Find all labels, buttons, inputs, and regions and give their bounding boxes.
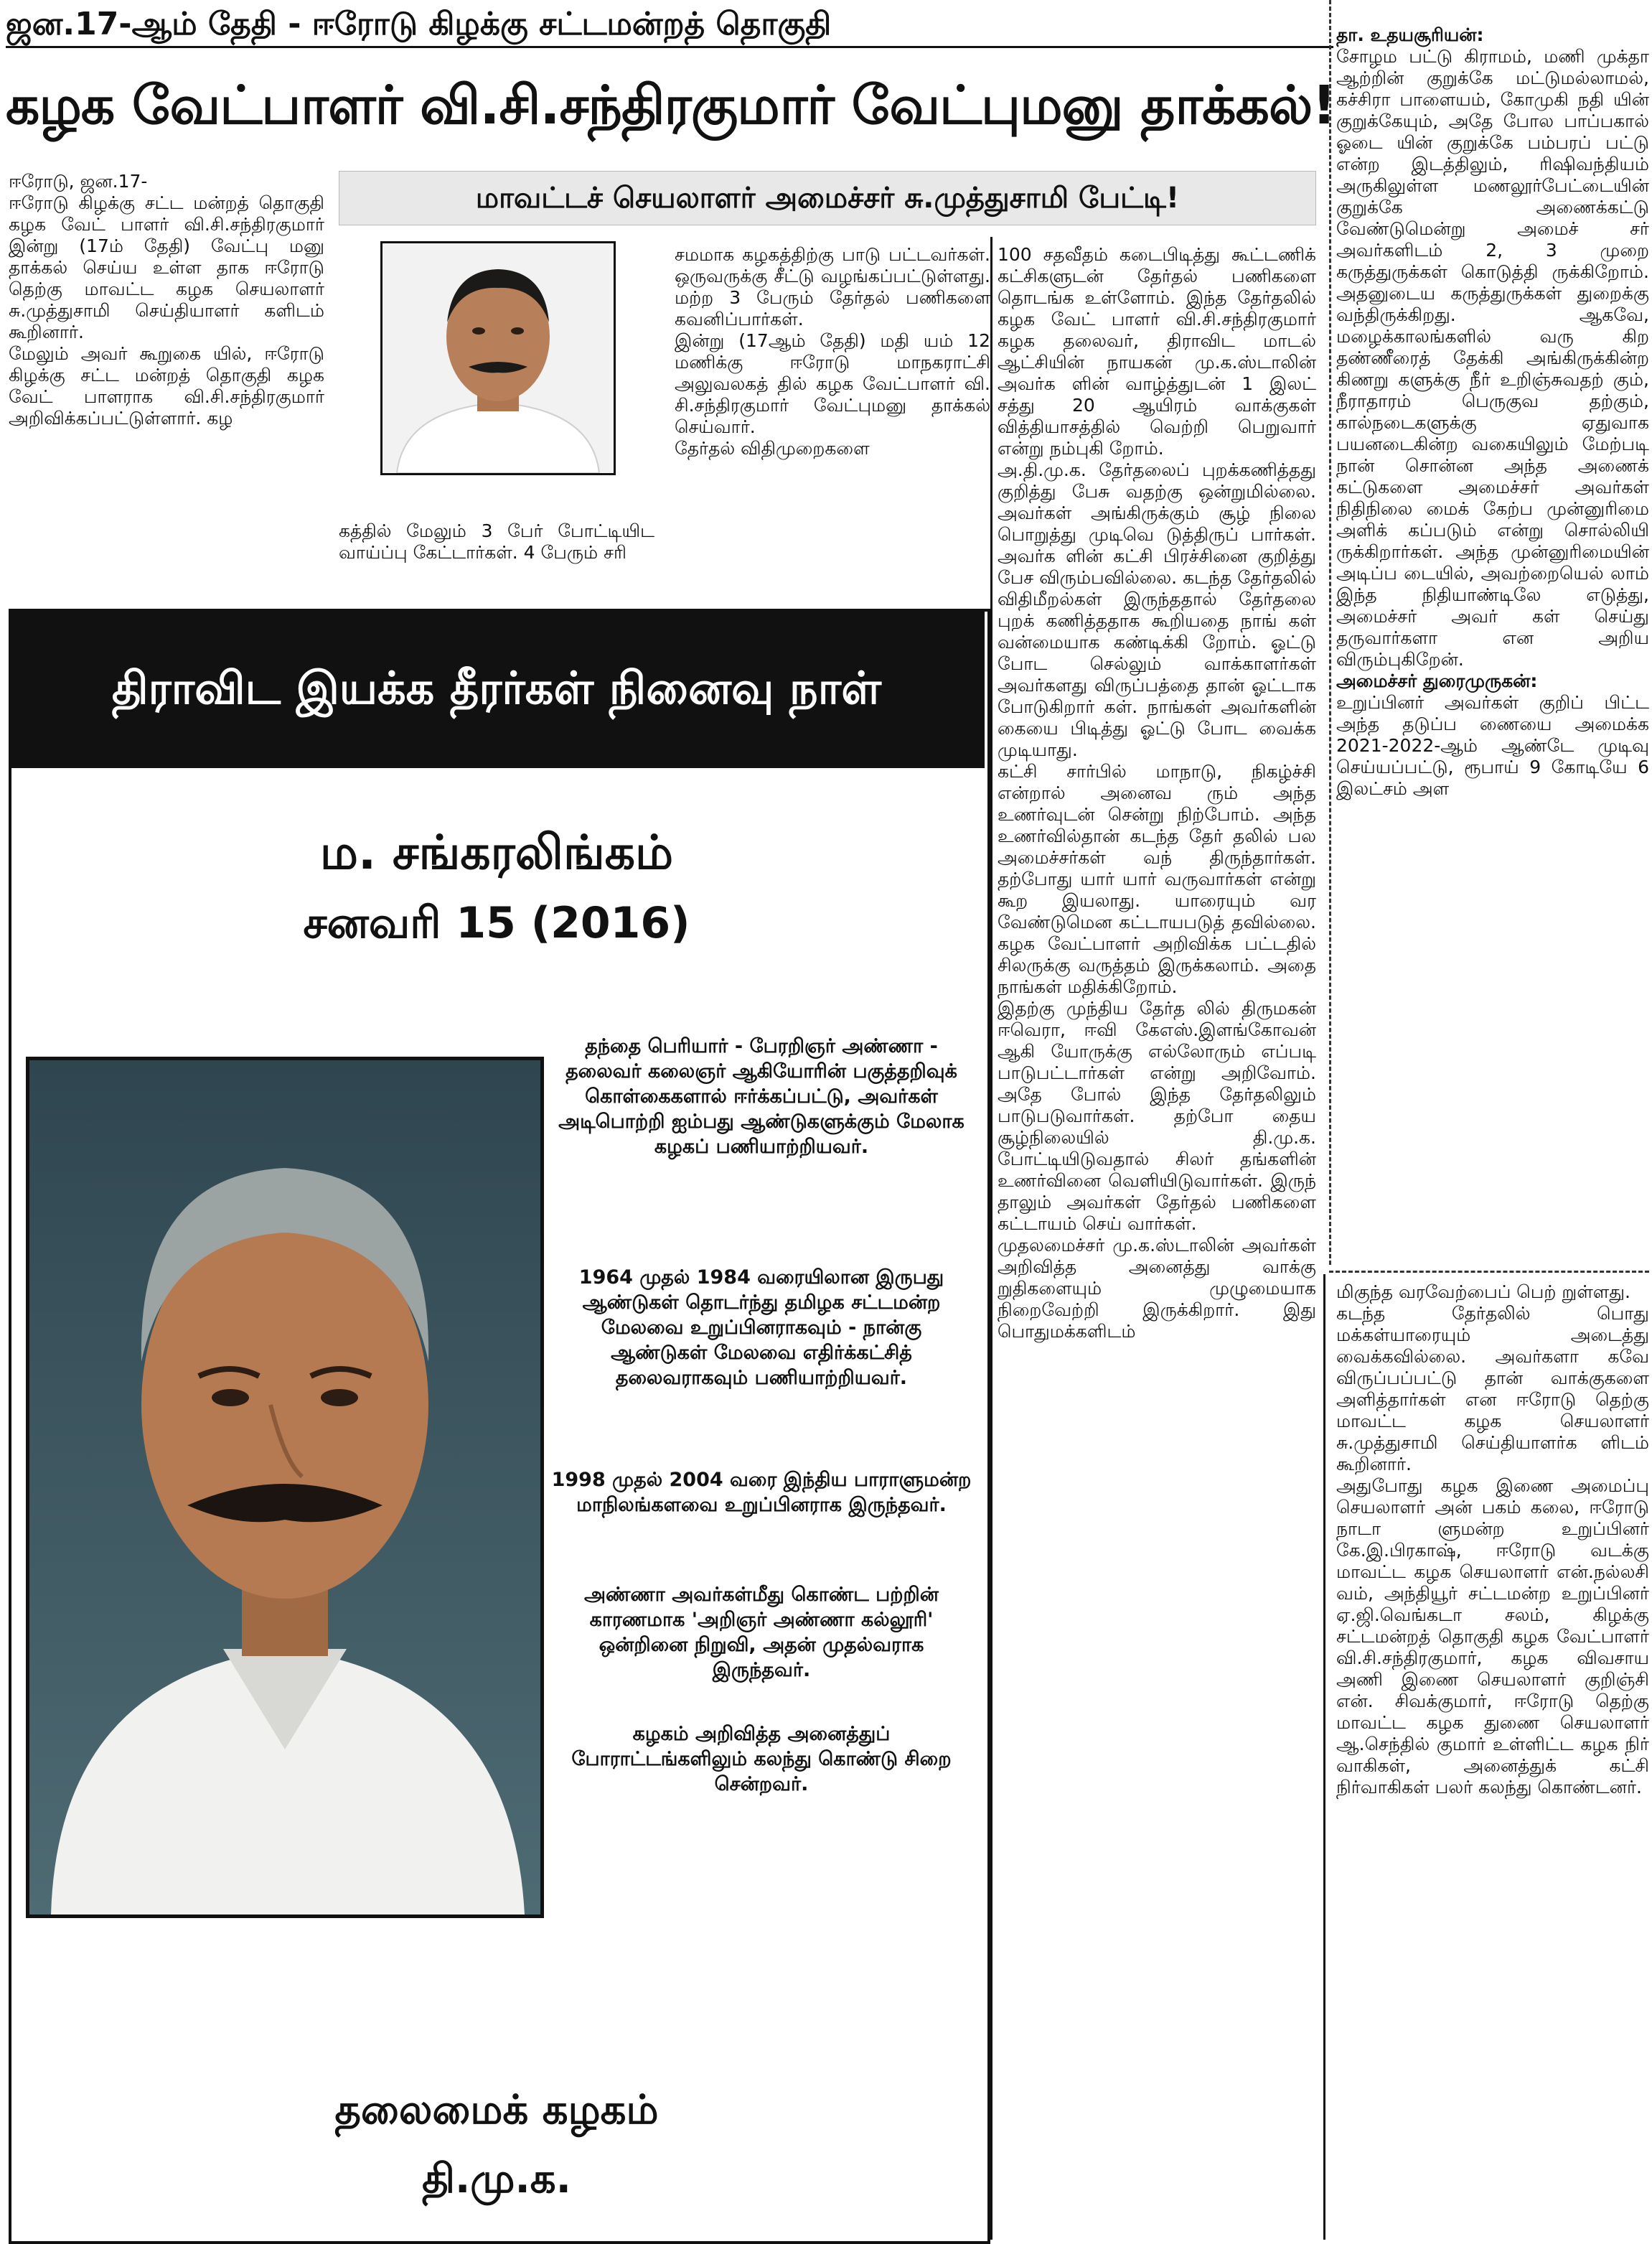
- speaker-label-2: அமைச்சர் துரைமுருகன்:: [1336, 670, 1538, 691]
- speaker-text-1: சோழம பட்டு கிராமம், மணி முக்தா ஆற்றின் குறுக்கே மட்டுமல்லாமல், கச்சிரா பாளையம், கோமுகி நதி யின் குறுக்கேயும், அதே போல பாப்பகால் ஓடை யின் குறுக்கே பம்பரப் பட்டு என்ற இடத்திலும், ரிஷிவந்தியம் அருகிலுள்ள மணலூர்பேட்டையின் குறுக்கே அணைக்கட்டு வேண்டுமென்று அமைச் சர் அவர்களிடம் 2, 3 முறை கருத்துருக்கள் கொடுத்தி ருக்கிறோம். அதனுடைய கருத்துருக்கள் துறைக்கு வந்திருக்கிறது. ஆகவே, மழைக்காலங்களில் வரு கிற தண்ணீரைத் தேக்கி அங்கிருக்கின்ற கிணறு களுக்கு நீர் உறிஞ்சுவதற் கும், நீராதாரம் பெருகுவ தற்கும், கால்நடைகளுக்கு ஏதுவாக பயனடைகின்ற வகையிலும் மேற்படி நான் சொன்ன அந்த அணைக் கட்டுகளை அமைச்சர் அவர்கள் நிதிநிலை மைக் கேற்ப முன்னுரிமை அளிக் கப்படும் என்று சொல்லியி ருக்கிறார்கள். அந்த முன்னுரிமையின் அடிப்ப டையில், அவற்றையெல் லாம் இந்த நிதியாண்டிலே எடுத்து, அமைச்சர் அவர் கள் செய்து தருவார்களா என அறிய விரும்புகிறேன்.: [1336, 46, 1649, 670]
- minister-photo: [380, 241, 616, 475]
- memorial-bio-5: கழகம் அறிவித்த அனைத்துப் போராட்டங்களிலும் கலந்து கொண்டு சிறை சென்றவர்.: [571, 1723, 952, 1795]
- memorial-name: ம. சங்கரலிங்கம்: [319, 825, 674, 880]
- memorial-bio-4: அண்ணா அவர்கள்மீது கொண்ட பற்றின் காரணமாக 'அறிஞர் அண்ணா கல்லூரி' ஒன்றினை நிறுவி, அதன் முதல்வராக இருந்தவர்.: [584, 1584, 939, 1681]
- article-column-4: 100 சதவீதம் கடைபிடித்து கூட்டணிக் கட்சிகளுடன் தேர்தல் பணிகளை தொடங்க உள்ளோம். இந்த தேர்தலில் கழக வேட் பாளர் வி.சி.சந்திரகுமார் கழக தலைவர், திராவிட மாடல் ஆட்சியின் நாயகன் மு.க.ஸ்டாலின் அவர்க ளின் வாழ்த்துடன் 1 இலட் சத்து 20 ஆயிரம் வாக்குகள் வித்தியாசத்தில் வெற்றி பெறுவார் என்று நம்புகி றோம். அ.தி.மு.க. தேர்தலைப் புறக்கணித்தது குறித்து பேசு வதற்கு ஒன்றுமில்லை. அவர்கள் அங்கிருக்கும் சூழ் நிலை பொறுத்து முடிவெ டுத்திருப் பார்கள். அவர்க ளின் கட்சி பிரச்சினை குறித்து பேச விரும்பவில்லை. கடந்த தேர்தலில் விதிமீறல்கள் இருந்ததால் தேர்தலை புறக் கணித்ததாக கூறியதை நாங் கள் வன்மையாக கண்டிக்கி றோம். ஓட்டு போட செல்லும் வாக்காளர்கள் அவர்களது விருப்பத்தை தான் ஓட்டாக போடுகிறார் கள். நாங்கள் அவர்களின் கையை பிடித்து ஓட்டு போட வைக்க முடியாது. கட்சி சார்பில் மாநாடு, நிகழ்ச்சி என்றால் அனைவ ரும் அந்த உணர்வுடன் சென்று நிற்போம். அந்த உணர்வில்தான் கடந்த தேர் தலில் பல அமைச்சர்கள் வந் திருந்தார்கள். தற்போது யார் யார் வருவார்கள் என்று கூற இயலாது. யாரையும் வர வேண்டுமென கட்டாயபடுத் தவில்லை. கழக வேட்பாளர் அறிவிக்க பட்டதில் சிலருக்கு வருத்தம் இருக்கலாம். அதை நாங்கள் மதிக்கிறோம். இதற்கு முந்திய தேர்த லில் திருமகன் ஈவெரா, ஈவி கேஎஸ்.இளங்கோவன் ஆகி யோருக்கு எல்லோரும் எப்படி பாடுபட்டார்கள் என்று அறிவோம். அதே போல் இந்த தேர்தலிலும் பாடுபடுவார்கள். தற்போ தைய சூழ்நிலையில் தி.மு.க. போட்டியிடுவதால் சிலர் தங்களின் உணர்வினை வெளியிடுவார்கள். இருந் தாலும் அவர்கள் தேர்தல் பணிகளை கட்டாயம் செய் வார்கள். முதலமைச்சர் மு.க.ஸ்டாலின் அவர்கள் அறிவித்த அனைத்து வாக்கு றுதிகளையும் முழுமையாக நிறைவேற்றி இருக்கிறார். இது பொதுமக்களிடம்: [998, 244, 1316, 1342]
- memorial-bio-2: 1964 முதல் 1984 வரையிலான இருபது ஆண்டுகள் தொடர்ந்து தமிழக சட்டமன்ற மேலவை உறுப்பினராகவும் - நான்கு ஆண்டுகள் மேலவை எதிர்க்கட்சித் தலைவராகவும் பணியாற்றியவர்.: [578, 1266, 944, 1389]
- subheadline: மாவட்டச் செயலாளர் அமைச்சர் சு.முத்துசாமி பேட்டி!: [339, 171, 1316, 225]
- article-column-5: மிகுந்த வரவேற்பைப் பெற் றுள்ளது. கடந்த தேர்தலில் பொது மக்கள்யாரையும் அடைத்து வைக்கவில்லை. அவர்களா கவே விருப்பப்பட்டு தான் வாக்குகளை அளித்தார்கள் என ஈரோடு தெற்கு மாவட்ட கழக செயலாளர் சு.முத்துசாமி செய்தியாளர்க ளிடம் கூறினார். அதுபோது கழக இணை அமைப்பு செயலாளர் அன் பகம் கலை, ஈரோடு நாடா ளுமன்ற உறுப்பினர் கே.இ.பிரகாஷ், ஈரோடு வடக்கு மாவட்ட கழக செயலாளர் என்.நல்லசி வம், அந்தியூர் சட்டமன்ற உறுப்பினர் ஏ.ஜி.வெங்கடா சலம், கிழக்கு சட்டமன்றத் தொகுதி கழக வேட்பாளர் வி.சி.சந்திரகுமார், கழக விவசாய அணி இணை செயலாளர் குறிஞ்சி என். சிவக்குமார், ஈரோடு தெற்கு மாவட்ட கழக துணை செயலாளர் ஆ.செந்தில் குமார் உள்ளிட்ட கழக நிர் வாகிகள், அனைத்துக் கட்சி நிர்வாகிகள் பலர் கலந்து கொண்டனர்.: [1336, 1281, 1649, 1797]
- memorial-date: சனவரி 15 (2016): [303, 898, 690, 948]
- speaker-label-1: தா. உதயசூரியன்:: [1336, 24, 1484, 45]
- memorial-bio-3: 1998 முதல் 2004 வரை இந்திய பாராளுமன்ற மாநிலங்களவை உறுப்பினராக இருந்தவர்.: [551, 1469, 972, 1516]
- sidebar-dashed-divider: [1329, 1271, 1649, 1273]
- headline: கழக வேட்பாளர் வி.சி.சந்திரகுமார் வேட்புமனு தாக்கல்!: [6, 75, 1336, 136]
- column-rule-right: [1323, 1274, 1325, 2240]
- memorial-footer-office: தலைமைக் கழகம்: [334, 2087, 659, 2133]
- sidebar-dashed-rule: [1329, 0, 1331, 1265]
- memorial-portrait: [26, 1057, 544, 1918]
- article-column-3: சமமாக கழகத்திற்கு பாடு பட்டவர்கள். ஒருவருக்கு சீட்டு வழங்கப்பட்டுள்ளது. மற்ற 3 பேரும் தேர்தல் பணிகளை கவனிப்பார்கள். இன்று (17ஆம் தேதி) மதி யம் 12 மணிக்கு ஈரோடு மாநகராட்சி அலுவலகத் தில் கழக வேட்பாளர் வி. சி.சந்திரகுமார் வேட்புமனு தாக்கல் செய்வார். தேர்தல் விதிமுறைகளை: [675, 244, 990, 459]
- memorial-banner: திராவிட இயக்க தீரர்கள் நினைவு நாள்: [9, 609, 985, 768]
- assembly-column: [1336, 3, 1649, 1266]
- speaker-text-2: உறுப்பினர் அவர்கள் குறிப் பிட்ட அந்த தடுப்ப ணையை அமைக்க 2021-2022-ஆம் ஆண்டே முடிவு செய்யப்பட்டு, ரூபாய் 9 கோடியே 6 இலட்சம் அள: [1336, 692, 1649, 799]
- memorial-bio-1: தந்தை பெரியார் - பேரறிஞர் அண்ணா - தலைவர் கலைஞர் ஆகியோரின் பகுத்தறிவுக் கொள்கைகளால் ஈர்க்கப்பட்டு, அவர்கள் அடிபொற்றி ஐம்பது ஆண்டுகளுக்கும் மேலாக கழகப் பணியாற்றியவர்.: [558, 1035, 965, 1158]
- memorial-footer-party: தி.மு.க.: [422, 2156, 571, 2202]
- kicker-line: ஜன.17-ஆம் தேதி - ஈரோடு கிழக்கு சட்டமன்றத் தொகுதி: [6, 4, 1333, 48]
- column-rule: [990, 237, 992, 2240]
- article-column-1: ஈரோடு, ஜன.17- ஈரோடு கிழக்கு சட்ட மன்றத் தொகுதி கழக வேட் பாளர் வி.சி.சந்திரகுமார் இன்று (17ம் தேதி) வேட்பு மனு தாக்கல் செய்ய உள்ள தாக ஈரோடு தெற்கு மாவட்ட கழக செயலாளர் சு.முத்துசாமி செய்தியாளர் களிடம் கூறினார். மேலும் அவர் கூறுகை யில், ஈரோடு கிழக்கு சட்ட மன்றத் தொகுதி கழக வேட் பாளராக வி.சி.சந்திரகுமார் அறிவிக்கப்பட்டுள்ளார். கழ: [9, 171, 324, 429]
- article-column-2: கத்தில் மேலும் 3 பேர் போட்டியிட வாய்ப்பு கேட்டார்கள். 4 பேரும் சரி: [339, 520, 654, 563]
